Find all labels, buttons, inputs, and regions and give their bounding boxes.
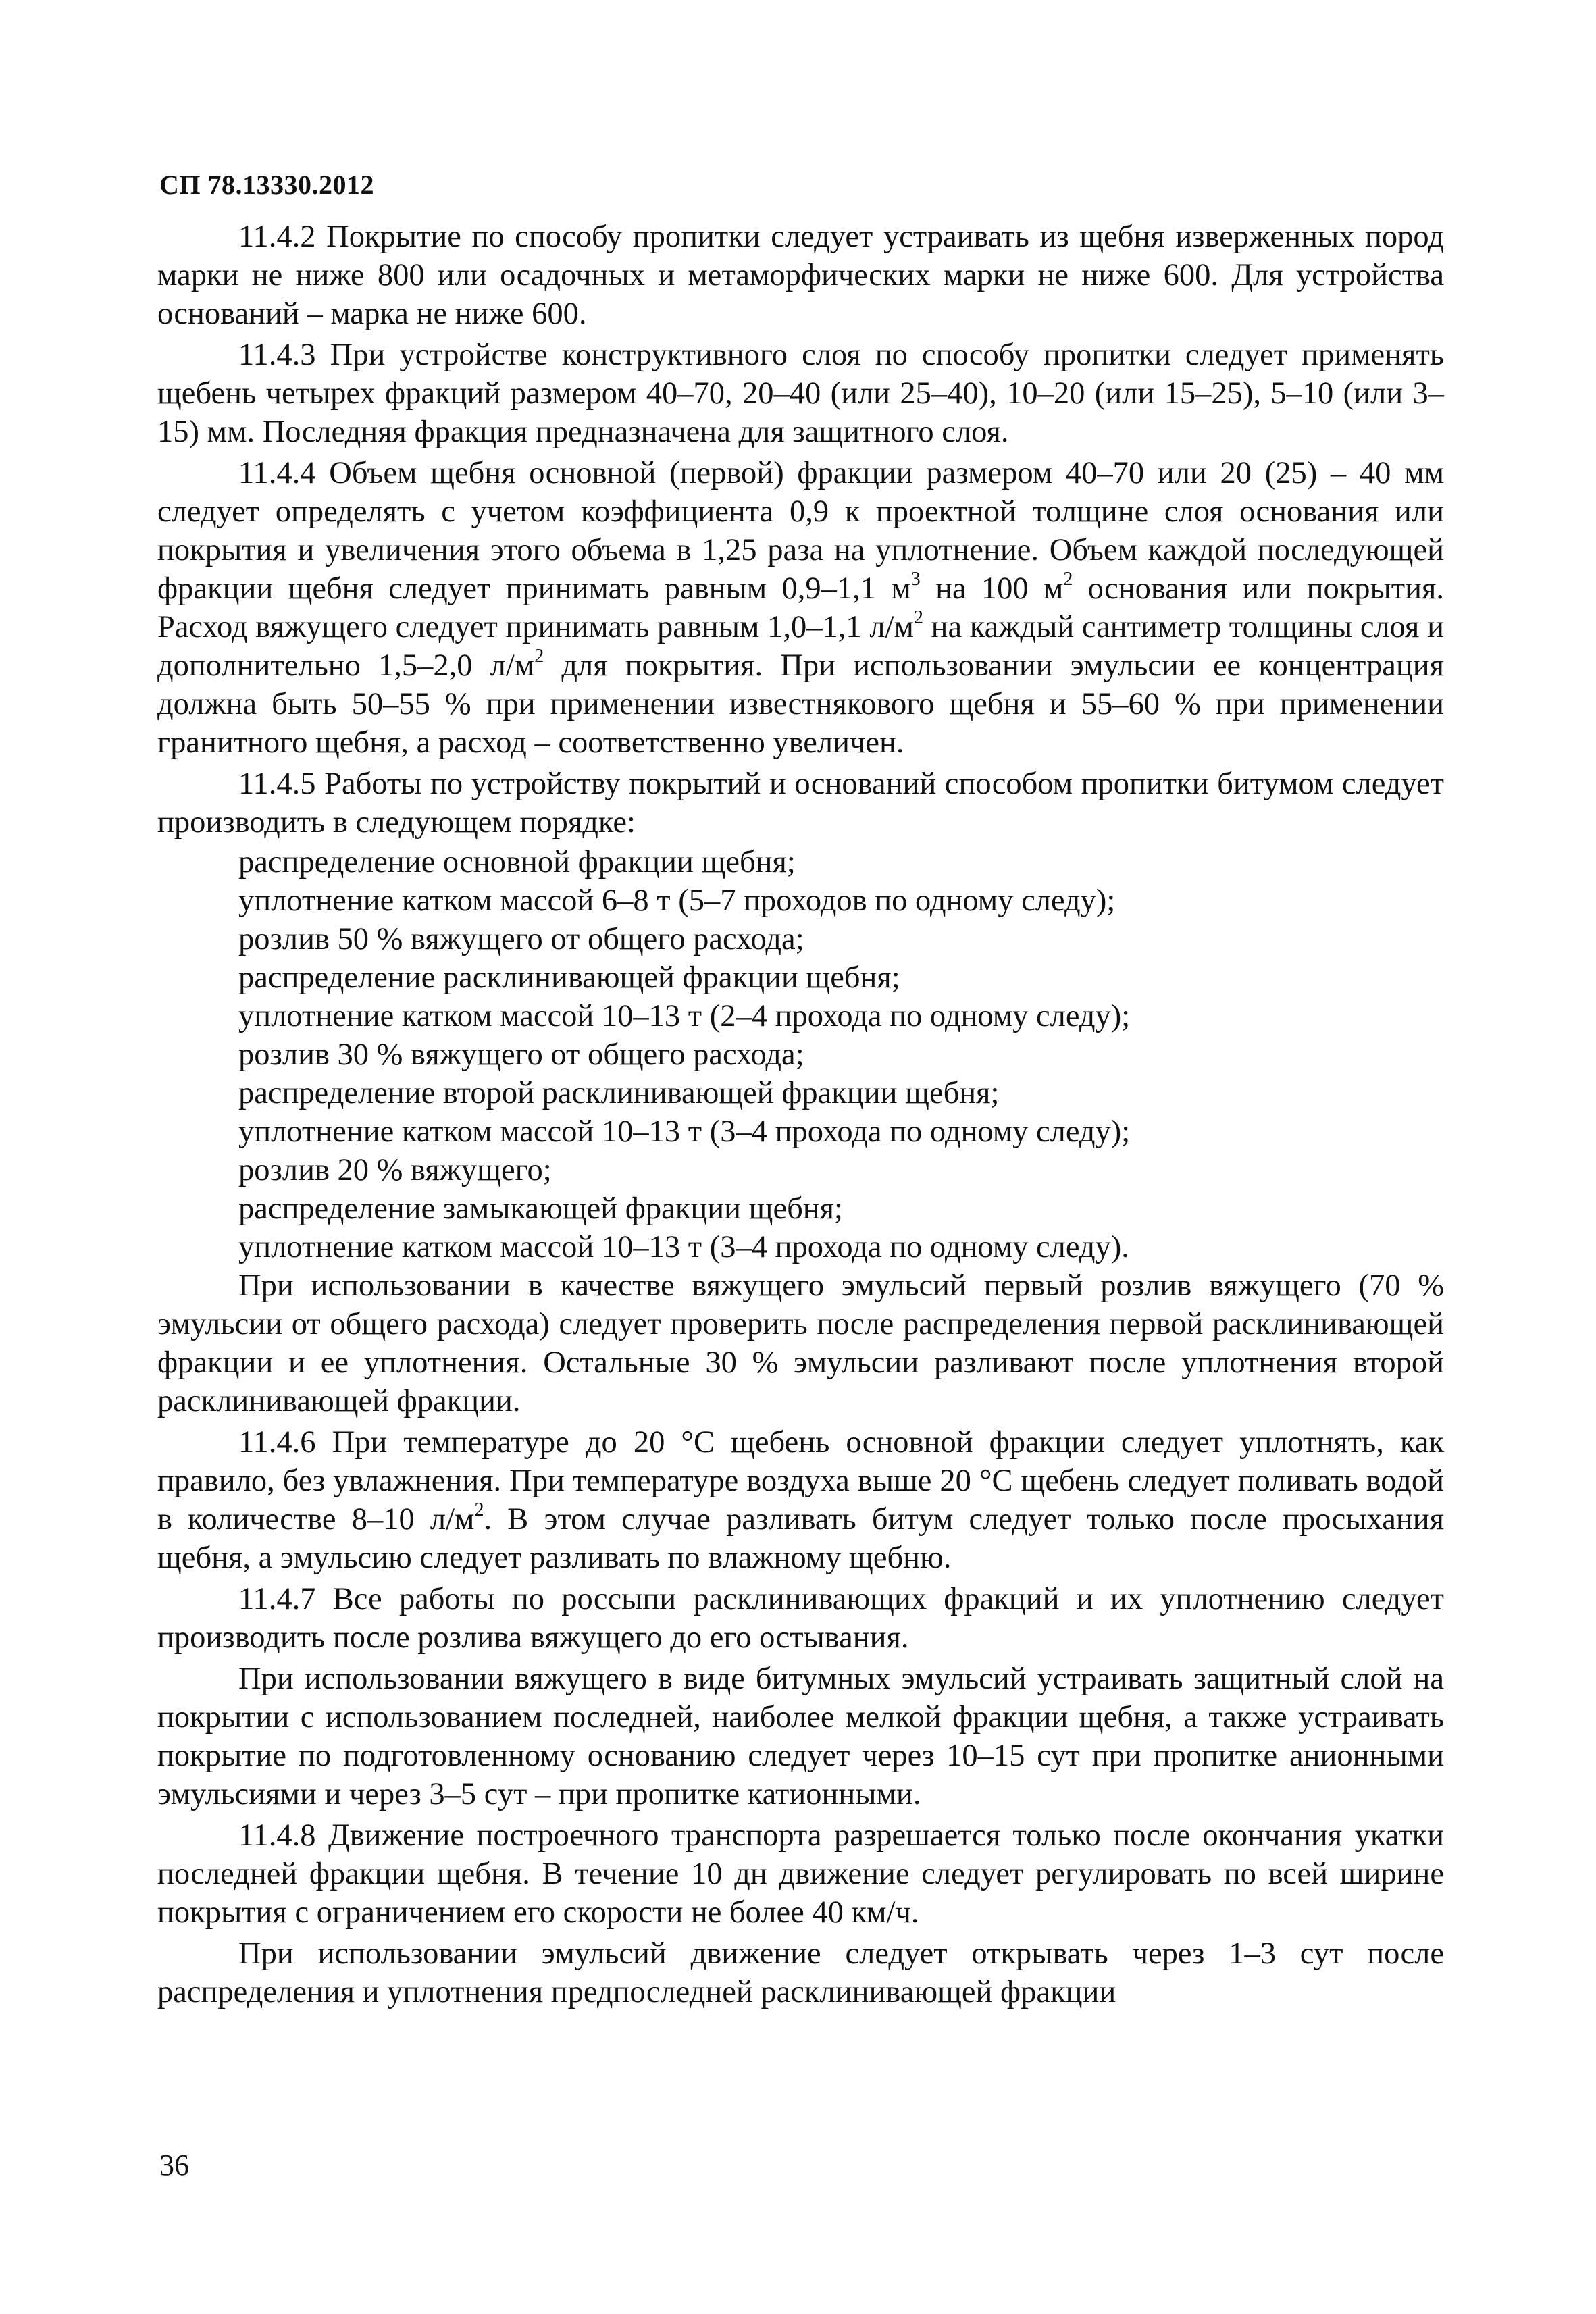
- list-item: распределение расклинивающей фракции щебня;: [238, 960, 900, 995]
- paragraph-11-4-4: [157, 454, 1444, 762]
- paragraph-11-4-3: 11.4.3 При устройстве конструктивного слоя по способу пропитки следует применять щебень четырех фракций размером 40–70, 20–40 (или 25–40), 10–20 (или 15–25), 5–10 (или 3–15) мм. Последняя фракция предназначена для защитного слоя.: [157, 338, 1444, 449]
- text-segment: для покрытия. При использовании эмульсии ее концентрация должна быть 50–55 % при применении известнякового щебня и 55–60 % при применении гранитного щебня, а расход – соответственно увеличен.: [157, 648, 1444, 760]
- paragraph-11-4-5: 11.4.5 Работы по устройству покрытий и оснований способом пропитки битумом следует производить в следующем порядке:: [157, 767, 1444, 840]
- text-segment: основания или покрытия. Расход вяжущего следует принимать равным 1,0–1,1 л/м: [157, 571, 1445, 644]
- list-item: распределение основной фракции щебня;: [238, 845, 796, 879]
- superscript: 2: [534, 645, 544, 667]
- paragraph-last: При использовании эмульсий движение следует открывать через 1–3 сут после распределения и уплотнения предпоследней расклинивающей фракции: [157, 1936, 1444, 2009]
- superscript: 2: [1063, 568, 1073, 590]
- list-item: уплотнение катком массой 10–13 т (3–4 прохода по одному следу);: [238, 1114, 1131, 1149]
- superscript: 2: [913, 607, 923, 628]
- superscript: 3: [910, 568, 921, 590]
- paragraph-11-4-6: [157, 1423, 1444, 1577]
- list-item: распределение второй расклинивающей фракции щебня;: [238, 1076, 1000, 1110]
- procedure-steps-list: [157, 843, 1444, 1266]
- text-segment: 11.4.4 Объем щебня основной (первой) фракции размером 40–70 или 20 (25) – 40 мм следует определять с учетом коэффициента 0,9 к проектной толщине слоя основания или покрытия и увеличения этого объема в 1,25 раза на уплотнение. Объем каждой последующей фракции щебня следует принимать равным 0,9–1,1 м: [157, 456, 1444, 606]
- paragraph-bitumen-emulsion: При использовании вяжущего в виде битумных эмульсий устраивать защитный слой на покрытии с использованием последней, наиболее мелкой фракции щебня, а также устраивать покрытие по подготовленному основанию следует через 10–15 сут при пропитке анионными эмульсиями и через 3–5 сут – при пропитке катионными.: [157, 1662, 1444, 1811]
- list-item: уплотнение катком массой 6–8 т (5–7 проходов по одному следу);: [238, 883, 1116, 918]
- paragraph-11-4-8: 11.4.8 Движение построечного транспорта разрешается только после окончания укатки последней фракции щебня. В течение 10 дн движение следует регулировать по всей ширине покрытия с ограничением его скорости не более 40 км/ч.: [157, 1818, 1444, 1930]
- text-segment: 11.4.6 При температуре до 20 °С щебень основной фракции следует уплотнять, как правило, без увлажнения. При температуре воздуха выше 20 °С щебень следует поливать водой в количестве 8–10 л/м: [157, 1425, 1444, 1537]
- list-item: розлив 30 % вяжущего от общего расхода;: [238, 1037, 804, 1072]
- list-item: розлив 50 % вяжущего от общего расхода;: [238, 922, 804, 956]
- text-segment: на 100 м: [920, 571, 1064, 606]
- paragraph-11-4-2: 11.4.2 Покрытие по способу пропитки следует устраивать из щебня изверженных пород марки не ниже 800 или осадочных и метаморфических марки не ниже 600. Для устройства оснований – марка не ниже 600.: [157, 220, 1444, 331]
- list-item: распределение замыкающей фракции щебня;: [238, 1191, 843, 1226]
- list-item: розлив 20 % вяжущего;: [238, 1153, 552, 1187]
- list-item: уплотнение катком массой 10–13 т (2–4 прохода по одному следу);: [238, 999, 1131, 1033]
- page-body: [157, 217, 1444, 2014]
- text-segment: . В этом случае разливать битум следует только после просыхания щебня, а эмульсию следует разливать по влажному щебню.: [157, 1502, 1444, 1575]
- paragraph-11-4-7: 11.4.7 Все работы по россыпи расклинивающих фракций и их уплотнению следует производить после розлива вяжущего до его остывания.: [157, 1582, 1444, 1655]
- superscript: 2: [474, 1499, 484, 1520]
- paragraph-emulsion: При использовании в качестве вяжущего эмульсий первый розлив вяжущего (70 % эмульсии от общего расхода) следует проверить после распределения первой расклинивающей фракции и ее уплотнения. Остальные 30 % эмульсии разливают после уплотнения второй расклинивающей фракции.: [157, 1268, 1444, 1418]
- list-item: уплотнение катком массой 10–13 т (3–4 прохода по одному следу).: [238, 1230, 1129, 1264]
- document-code-header: СП 78.13330.2012: [159, 170, 374, 200]
- text-segment: на каждый сантиметр толщины слоя и дополнительно 1,5–2,0 л/м: [157, 610, 1444, 683]
- page-number: 36: [159, 2149, 189, 2182]
